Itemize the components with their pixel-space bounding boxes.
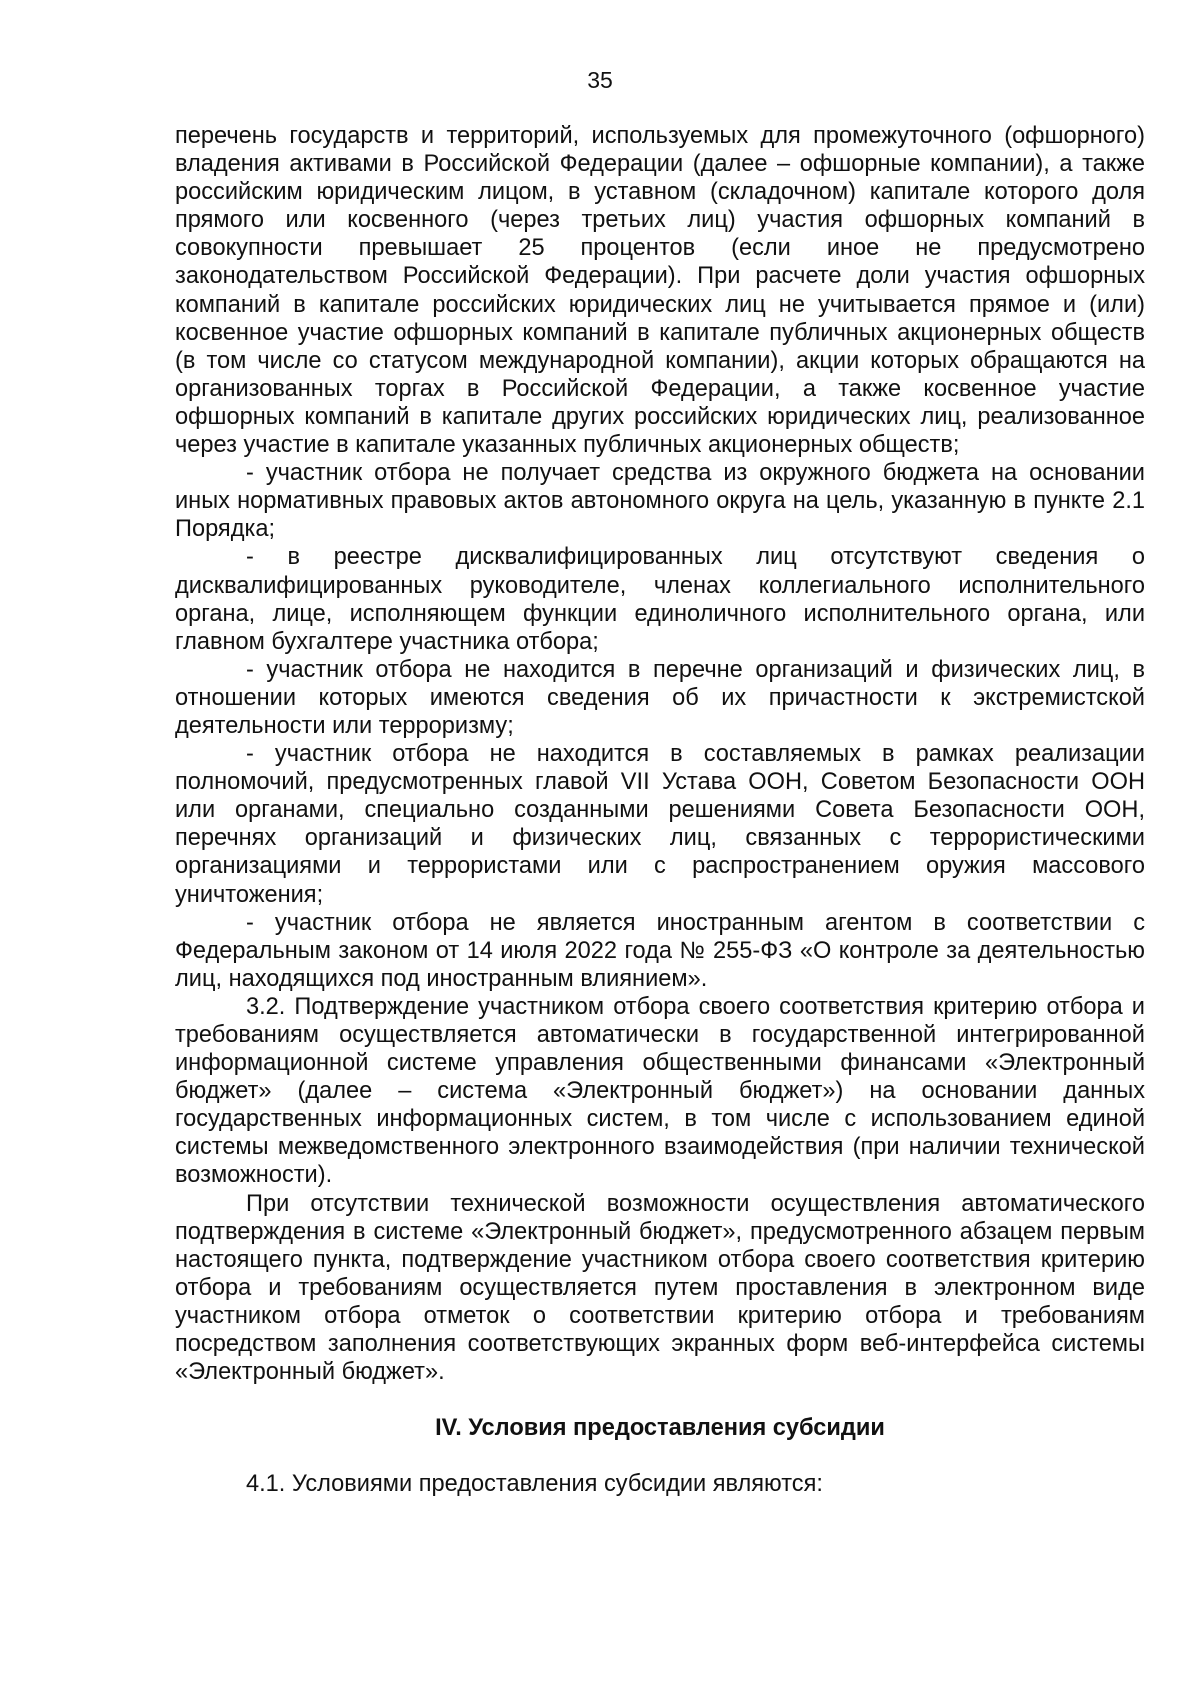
paragraph-foreign-agent: - участник отбора не является иностранным агентом в соответствии с Федеральным законом от 14 июля 2022 года № 255-ФЗ «О контроле за деятельностью лиц, находящихся под иностранным влиянием».: [175, 909, 1145, 992]
paragraph-disqualified-registry: - в реестре дисквалифицированных лиц отсутствуют сведения о дисквалифицированных руководителе, членах коллегиального исполнительного органа, лице, исполняющем функции единоличного исполнительного органа, или главном бухгалтере участника отбора;: [175, 544, 1145, 655]
paragraph-4-1: 4.1. Условиями предоставления субсидии являются:: [246, 1471, 823, 1498]
paragraph-manual-confirmation: При отсутствии технической возможности осуществления автоматического подтверждения в системе «Электронный бюджет», предусмотренного абзацем первым настоящего пункта, подтверждение участником отбора своего соответствия критерию отбора и требованиям осуществляется путем проставления в электронном виде участником отбора отметок о соответствии критерию отбора и требованиям посредством заполнения соответствующих экранных форм веб-интерфейса системы «Электронный бюджет».: [175, 1190, 1145, 1386]
paragraph-extremism-list: - участник отбора не находится в перечне организаций и физических лиц, в отношении которых имеются сведения об их причастности к экстремистской деятельности или терроризму;: [175, 656, 1145, 739]
paragraph-3-2-confirmation: 3.2. Подтверждение участником отбора своего соответствия критерию отбора и требованиям осуществляется автоматически в государственной интегрированной информационной системе управления общественными финансами «Электронный бюджет» (далее – система «Электронный бюджет») на основании данных государственных информационных систем, в том числе с использованием единой системы межведомственного электронного взаимодействия (при наличии технической возможности).: [175, 993, 1145, 1189]
paragraph-no-budget-funds: - участник отбора не получает средства из окружного бюджета на основании иных нормативных правовых актов автономного округа на цель, указанную в пункте 2.1 Порядка;: [175, 460, 1145, 543]
page-number: 35: [587, 67, 613, 93]
document-body: [175, 122, 1145, 1498]
paragraph-offshore-list: перечень государств и территорий, используемых для промежуточного (офшорного) владения активами в Российской Федерации (далее – офшорные компании), а также российским юридическим лицом, в уставном (складочном) капитале которого доля прямого или косвенного (через третьих лиц) участия офшорных компаний в совокупности превышает 25 процентов (если иное не предусмотрено законодательством Российской Федерации). При расчете доли участия офшорных компаний в капитале российских юридических лиц не учитывается прямое и (или) косвенное участие офшорных компаний в капитале публичных акционерных обществ (в том числе со статусом международной компании), акции которых обращаются на организованных торгах в Российской Федерации, а также косвенное участие офшорных компаний в капитале других российских юридических лиц, реализованное через участие в капитале указанных публичных акционерных обществ;: [175, 123, 1145, 459]
paragraph-un-lists: - участник отбора не находится в составляемых в рамках реализации полномочий, предусмотренных главой VII Устава ООН, Советом Безопасности ООН или органами, специально созданными решениями Совета Безопасности ООН, перечнях организаций и физических лиц, связанных с террористическими организациями и террористами или с распространением оружия массового уничтожения;: [175, 741, 1145, 908]
section-heading: IV. Условия предоставления субсидии: [435, 1415, 885, 1442]
